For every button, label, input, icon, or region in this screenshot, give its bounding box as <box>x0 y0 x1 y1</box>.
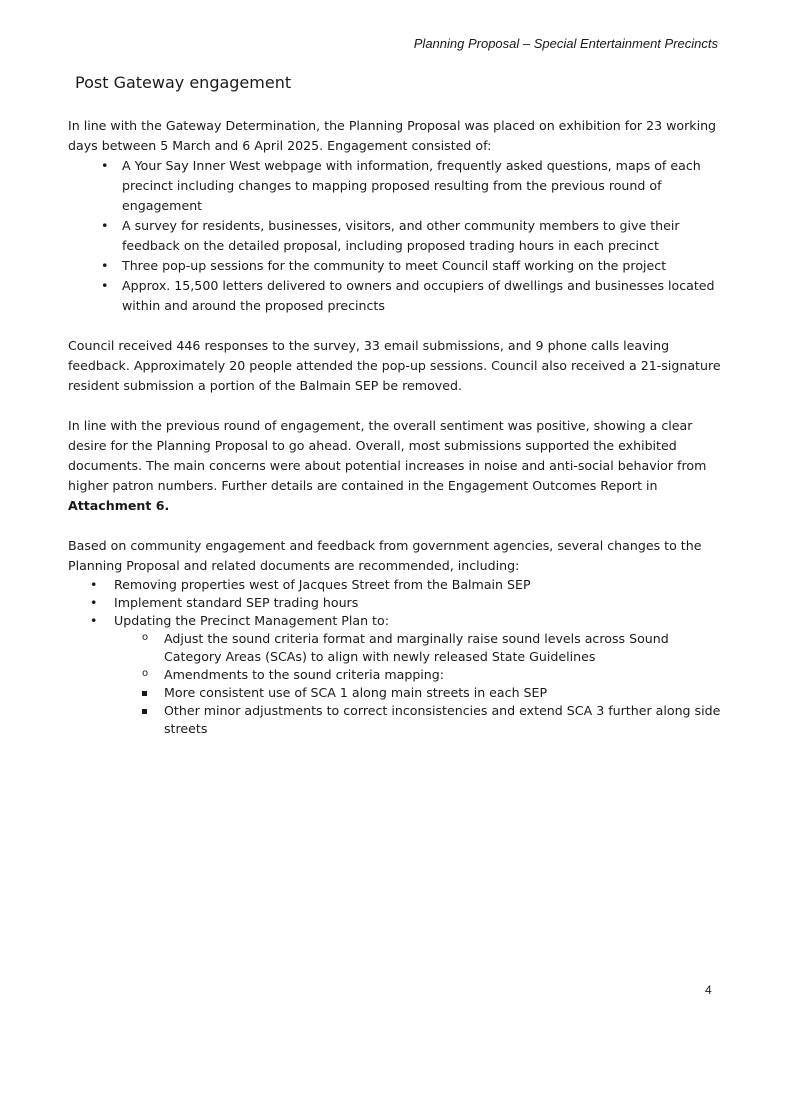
engagement-list <box>68 156 728 316</box>
list-item <box>68 612 728 630</box>
management-plan-sublist <box>116 630 728 684</box>
changes-list <box>68 576 728 630</box>
mapping-sublist <box>116 684 728 738</box>
list-item: Other minor adjustments to correct inconsistencies and extend SCA 3 further along side streets <box>116 702 728 738</box>
list-item: o Amendments to the sound criteria mapping: <box>116 666 728 684</box>
list-item: • Implement standard SEP trading hours <box>68 594 728 612</box>
changes-paragraph: Based on community engagement and feedback from government agencies, several changes to the Planning Proposal and related documents are recommended, including: <box>68 538 702 573</box>
section-heading: Post Gateway engagement <box>75 73 292 92</box>
list-item: o Adjust the sound criteria format and marginally raise sound levels across Sound Category Areas (SCAs) to align with newly released State Guidelines <box>116 630 728 666</box>
responses-paragraph: Council received 446 responses to the survey, 33 email submissions, and 9 phone calls leaving feedback. Approximately 20 people attended the pop-up sessions. Council also received a 21-signature resident submission a portion of the Balmain SEP be removed. <box>68 338 721 393</box>
attachment-reference: Attachment 6. <box>68 498 170 513</box>
list-item: • A Your Say Inner West webpage with information, frequently asked questions, maps of each precinct including changes to mapping proposed resulting from the previous round of engagement <box>68 156 728 216</box>
list-item: • A survey for residents, businesses, visitors, and other community members to give their feedback on the detailed proposal, including proposed trading hours in each precinct <box>68 216 728 256</box>
running-header: Planning Proposal – Special Entertainment Precincts <box>413 36 718 51</box>
list-item: • Removing properties west of Jacques Street from the Balmain SEP <box>68 576 728 594</box>
intro-paragraph: In line with the Gateway Determination, the Planning Proposal was placed on exhibition for 23 working days between 5 March and 6 April 2025. Engagement consisted of: <box>68 118 717 153</box>
list-item: • Three pop-up sessions for the community to meet Council staff working on the project <box>68 256 728 276</box>
sentiment-text: In line with the previous round of engagement, the overall sentiment was positive, showing a clear desire for the Planning Proposal to go ahead. Overall, most submissions supported the exhibited documents. The main concerns were about potential increases in noise and anti-social behavior from higher patron numbers. Further details are contained in the Engagement Outcomes Report in <box>68 418 707 493</box>
page-number: 4 <box>705 983 712 997</box>
body-text <box>68 116 728 738</box>
sentiment-paragraph <box>68 416 728 516</box>
list-item: More consistent use of SCA 1 along main streets in each SEP <box>116 684 728 702</box>
list-item-label: Updating the Precinct Management Plan to: <box>114 613 389 628</box>
list-item: • Approx. 15,500 letters delivered to owners and occupiers of dwellings and businesses located within and around the proposed precincts <box>68 276 728 316</box>
